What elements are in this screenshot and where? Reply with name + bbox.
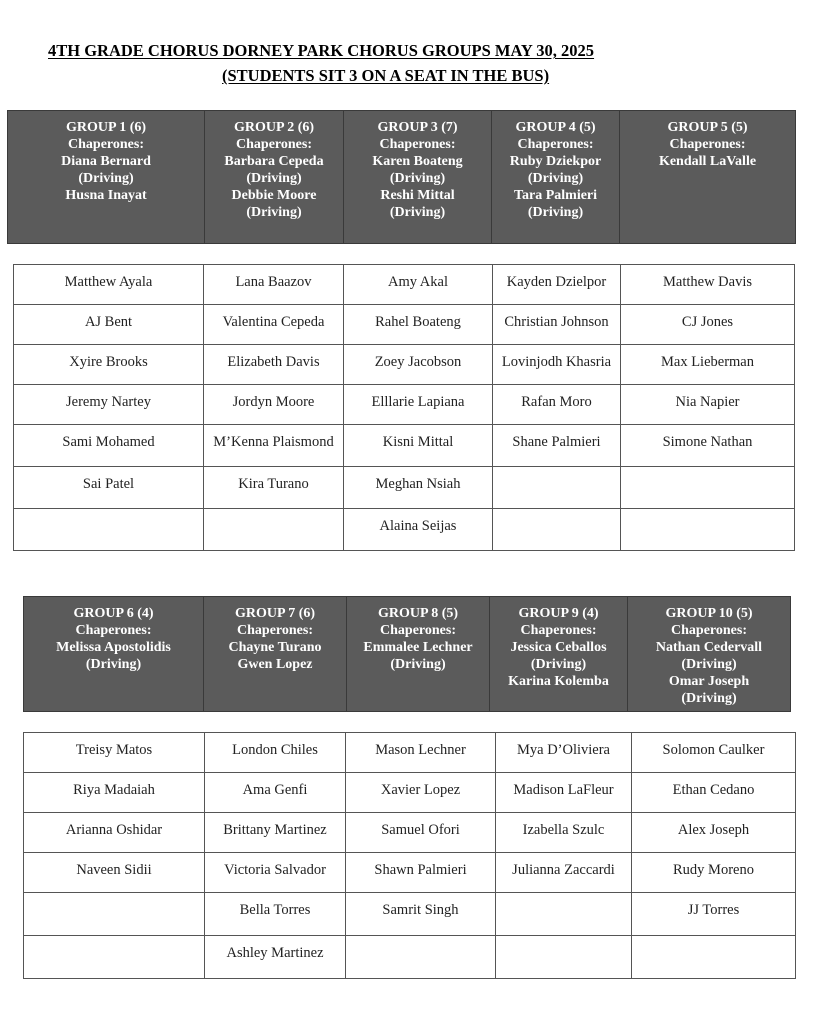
student-name-cell: Elllarie Lapiana xyxy=(344,385,493,425)
student-name-cell xyxy=(621,467,795,509)
chaperone-line: Reshi Mittal xyxy=(380,188,455,203)
group-title: GROUP 3 (7) xyxy=(377,120,458,135)
student-name-cell: Ashley Martinez xyxy=(205,936,346,979)
student-name-cell: Kayden Dzielpor xyxy=(493,265,621,305)
chaperone-line: Barbara Cepeda xyxy=(224,154,324,169)
chaperone-line: Jessica Ceballos xyxy=(510,640,607,655)
student-name-cell: Mya D’Oliviera xyxy=(496,733,632,773)
chaperone-line: Diana Bernard xyxy=(61,154,151,169)
student-name-cell: Samrit Singh xyxy=(346,893,496,936)
chaperones-label: Chaperones: xyxy=(379,137,456,152)
student-name-cell xyxy=(14,509,204,551)
chaperones-label: Chaperones: xyxy=(517,137,594,152)
student-name-cell: Brittany Martinez xyxy=(205,813,346,853)
student-name-cell: Solomon Caulker xyxy=(632,733,796,773)
chaperone-line: (Driving) xyxy=(681,657,737,672)
student-name-cell xyxy=(346,936,496,979)
student-name-cell: Julianna Zaccardi xyxy=(496,853,632,893)
document-subtitle: (STUDENTS SIT 3 ON A SEAT IN THE BUS) xyxy=(222,66,550,85)
student-name-cell: Sami Mohamed xyxy=(14,425,204,467)
group-title: GROUP 9 (4) xyxy=(518,606,599,621)
chaperone-line: (Driving) xyxy=(389,205,446,220)
chaperones-label: Chaperones: xyxy=(68,137,144,152)
chaperones-label: Chaperones: xyxy=(380,623,456,638)
student-name-cell xyxy=(204,509,344,551)
chaperones-label: Chaperones: xyxy=(237,623,313,638)
student-name-cell xyxy=(496,936,632,979)
chaperones-label: Chaperones: xyxy=(75,623,152,638)
student-name-cell: JJ Torres xyxy=(632,893,796,936)
chaperone-line: Chayne Turano xyxy=(228,640,322,655)
student-name-cell: London Chiles xyxy=(205,733,346,773)
chaperones-label: Chaperones: xyxy=(669,137,746,152)
student-name-cell: Alex Joseph xyxy=(632,813,796,853)
student-name-cell: Elizabeth Davis xyxy=(204,345,344,385)
table-row xyxy=(14,467,795,509)
group-header-cell xyxy=(24,597,204,712)
chaperone-line: (Driving) xyxy=(78,171,134,186)
student-name-cell: Kisni Mittal xyxy=(344,425,493,467)
chaperone-line: (Driving) xyxy=(390,657,446,672)
student-name-cell xyxy=(632,936,796,979)
student-name-cell: Matthew Davis xyxy=(621,265,795,305)
student-name-cell: Rahel Boateng xyxy=(344,305,493,345)
chaperone-line: Gwen Lopez xyxy=(237,657,313,672)
group-header-cell xyxy=(347,597,490,712)
student-name-cell: M’Kenna Plaismond xyxy=(204,425,344,467)
student-name-cell xyxy=(496,893,632,936)
table-row xyxy=(14,265,795,305)
group-header-table-2 xyxy=(23,596,791,712)
group-header-cell xyxy=(344,111,492,244)
student-name-cell: Riya Madaiah xyxy=(24,773,205,813)
student-name-cell: Christian Johnson xyxy=(493,305,621,345)
student-name-cell: Treisy Matos xyxy=(24,733,205,773)
student-name-cell: Kira Turano xyxy=(204,467,344,509)
student-name-cell: Meghan Nsiah xyxy=(344,467,493,509)
chaperones-label: Chaperones: xyxy=(520,623,597,638)
chaperone-line: (Driving) xyxy=(530,657,587,672)
student-name-cell: Xyire Brooks xyxy=(14,345,204,385)
group-header-cell xyxy=(8,111,205,244)
student-name-cell: Naveen Sidii xyxy=(24,853,205,893)
student-name-cell: Xavier Lopez xyxy=(346,773,496,813)
student-name-cell xyxy=(24,936,205,979)
chaperone-line: Karina Kolemba xyxy=(508,674,609,689)
student-name-cell: Shawn Palmieri xyxy=(346,853,496,893)
chaperone-line: (Driving) xyxy=(85,657,142,672)
chaperone-line: Kendall LaValle xyxy=(658,154,757,169)
chaperone-line: (Driving) xyxy=(246,205,302,220)
table-row xyxy=(14,305,795,345)
group-header-table-1 xyxy=(7,110,796,244)
chaperone-line: Emmalee Lechner xyxy=(363,640,473,655)
chaperone-line: (Driving) xyxy=(389,171,446,186)
chaperone-line: Ruby Dziekpor xyxy=(509,154,602,169)
group-header-cell xyxy=(492,111,620,244)
chaperone-line: Melissa Apostolidis xyxy=(56,640,171,655)
chaperone-line: (Driving) xyxy=(246,171,302,186)
table-row xyxy=(14,385,795,425)
table-row xyxy=(24,936,796,979)
student-name-cell xyxy=(493,509,621,551)
table-row xyxy=(24,853,796,893)
student-name-cell: Lovinjodh Khasria xyxy=(493,345,621,385)
student-name-cell: Izabella Szulc xyxy=(496,813,632,853)
group-header-cell xyxy=(205,111,344,244)
student-name-cell: Arianna Oshidar xyxy=(24,813,205,853)
student-name-cell: Nia Napier xyxy=(621,385,795,425)
chaperone-line: Karen Boateng xyxy=(372,154,463,169)
student-name-cell: Jordyn Moore xyxy=(204,385,344,425)
student-name-cell: Valentina Cepeda xyxy=(204,305,344,345)
student-name-cell: Ama Genfi xyxy=(205,773,346,813)
student-name-cell: Lana Baazov xyxy=(204,265,344,305)
student-name-cell: Matthew Ayala xyxy=(14,265,204,305)
chaperones-label: Chaperones: xyxy=(236,137,312,152)
document-title: 4TH GRADE CHORUS DORNEY PARK CHORUS GROUPS MAY 30, 2025 xyxy=(48,41,595,60)
student-name-cell: CJ Jones xyxy=(621,305,795,345)
table-row xyxy=(14,509,795,551)
student-name-cell: Mason Lechner xyxy=(346,733,496,773)
chaperone-line: Husna Inayat xyxy=(65,188,147,203)
student-name-cell: Madison LaFleur xyxy=(496,773,632,813)
student-name-cell: Max Lieberman xyxy=(621,345,795,385)
student-name-cell: Ethan Cedano xyxy=(632,773,796,813)
table-row xyxy=(24,773,796,813)
student-name-cell: Rafan Moro xyxy=(493,385,621,425)
chaperone-line: Tara Palmieri xyxy=(513,188,598,203)
group-title: GROUP 7 (6) xyxy=(234,606,316,621)
chaperone-line: Nathan Cedervall xyxy=(655,640,763,655)
group-header-cell xyxy=(620,111,796,244)
chaperones-label: Chaperones: xyxy=(671,623,747,638)
chaperone-line: Debbie Moore xyxy=(231,188,317,203)
group-title: GROUP 8 (5) xyxy=(377,606,459,621)
student-name-cell: Simone Nathan xyxy=(621,425,795,467)
table-row xyxy=(14,345,795,385)
table-row xyxy=(14,425,795,467)
student-name-cell: Bella Torres xyxy=(205,893,346,936)
student-name-cell: Alaina Seijas xyxy=(344,509,493,551)
group-header-cell xyxy=(490,597,628,712)
table-row xyxy=(24,733,796,773)
student-name-cell: Victoria Salvador xyxy=(205,853,346,893)
group-title: GROUP 2 (6) xyxy=(233,120,315,135)
student-name-cell: AJ Bent xyxy=(14,305,204,345)
student-name-cell xyxy=(493,467,621,509)
group-header-cell xyxy=(628,597,791,712)
student-name-cell: Jeremy Nartey xyxy=(14,385,204,425)
chaperone-line: (Driving) xyxy=(527,205,584,220)
student-name-cell xyxy=(621,509,795,551)
group-header-cell xyxy=(204,597,347,712)
group-title: GROUP 1 (6) xyxy=(65,120,147,135)
student-name-cell: Shane Palmieri xyxy=(493,425,621,467)
student-name-cell: Sai Patel xyxy=(14,467,204,509)
group-title: GROUP 10 (5) xyxy=(665,606,753,621)
chaperone-line: (Driving) xyxy=(527,171,584,186)
chaperone-line: Omar Joseph xyxy=(668,674,750,689)
group-title: GROUP 6 (4) xyxy=(73,606,154,621)
student-name-cell: Zoey Jacobson xyxy=(344,345,493,385)
student-name-cell: Amy Akal xyxy=(344,265,493,305)
roster-table-1 xyxy=(13,264,795,551)
student-name-cell: Samuel Ofori xyxy=(346,813,496,853)
table-row xyxy=(24,893,796,936)
chaperone-line: (Driving) xyxy=(681,691,737,706)
student-name-cell: Rudy Moreno xyxy=(632,853,796,893)
group-title: GROUP 5 (5) xyxy=(667,120,748,135)
roster-table-2 xyxy=(23,732,796,979)
table-row xyxy=(24,813,796,853)
group-title: GROUP 4 (5) xyxy=(515,120,596,135)
student-name-cell xyxy=(24,893,205,936)
